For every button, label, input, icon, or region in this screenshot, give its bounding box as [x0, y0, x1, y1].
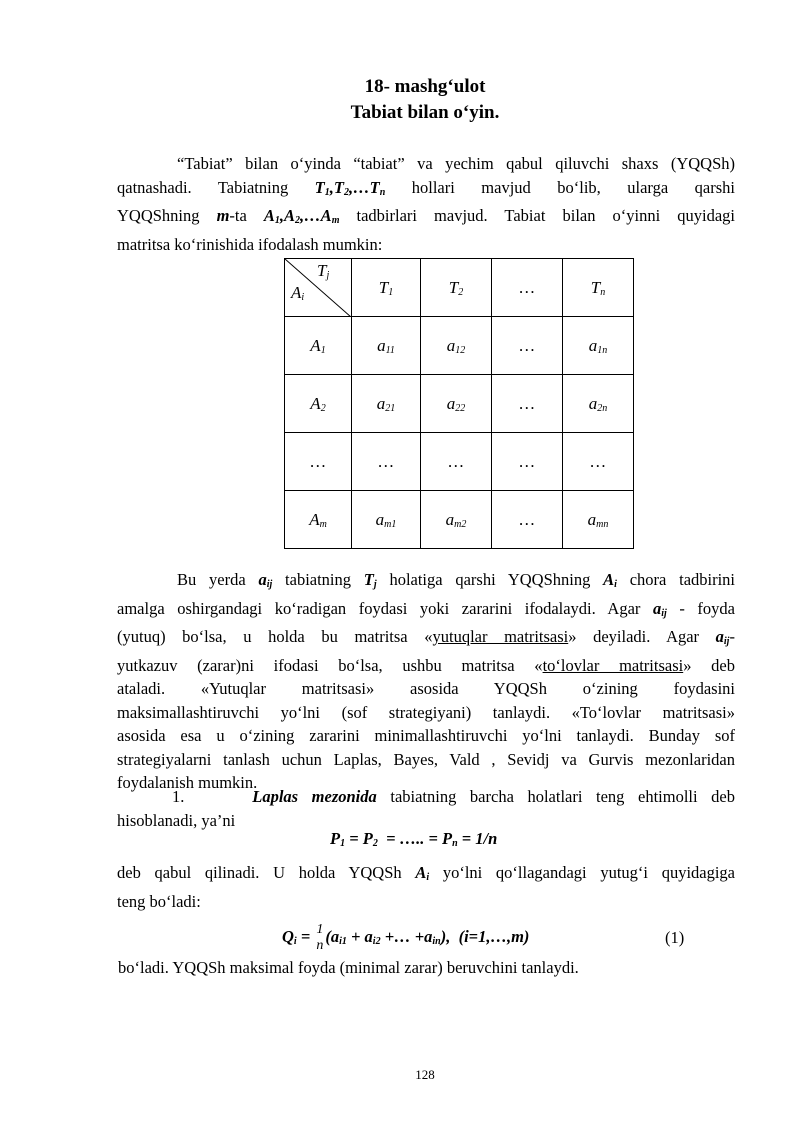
- formula-probabilities: $P_1 = P_2$ = ….. = $P_n = 1/n$: [330, 829, 498, 849]
- fraction-1-over-n: 1 n: [316, 922, 324, 953]
- explain-line-1: Bu yerda $a_{ij}$ tabiatning $T_j$ holatiga qarshi YQQShning $A_i$ chora tadbirini: [177, 570, 736, 590]
- header-dots: …: [492, 259, 563, 317]
- equation-number: (1): [665, 928, 685, 947]
- formula-laplas: $Q_i = 1$ n ($a_{i1} + a_{i2}$ +… $+a_{in}$), (i=1,…,m): [282, 922, 530, 953]
- explain-line-5: ataladi. «Yutuqlar matritsasi» asosida YQQSh o‘zining foydasini: [117, 679, 735, 698]
- laplas-line-3: deb qabul qilinadi. U holda YQQSh $A_i$ yo‘lni qo‘llagandagi yutug‘i quyidagiga: [117, 863, 736, 883]
- intro-line-1: “Tabiat” bilan o‘yinda “tabiat” va yechim qabul qiluvchi shaxs (YQQSh): [177, 154, 735, 173]
- page-number: 128: [415, 1067, 435, 1082]
- corner-ai: $A_i$: [291, 283, 305, 303]
- corner-cell: [285, 259, 352, 317]
- cell-dots: …: [492, 433, 563, 491]
- explain-line-6: maksimallashtiruvchi yo‘lni (sof strategiyani) tanlaydi. «To‘lovlar matritsasi»: [117, 702, 735, 722]
- intro-line-2: qatnashadi. Tabiatning $T_1,T_2,\dots T_n$ hollari mavjud bo‘lib, ularga qarshi: [117, 177, 735, 198]
- cell-a12: $a_{12}$: [421, 317, 492, 375]
- explain-line-8: strategiyalarni tanlash uchun Laplas, Bayes, Vald , Sevidj va Gurvis mezonlaridan: [117, 749, 735, 769]
- cell-dots: …: [492, 375, 563, 433]
- laplas-line-4: teng bo‘ladi:: [117, 891, 201, 911]
- laplas-continuation: [117, 861, 735, 913]
- header-tn: $T_n$: [563, 259, 634, 317]
- laplas-line-5: bo‘ladi. YQQSh maksimal foyda (minimal zarar) beruvchini tanlaydi.: [118, 958, 579, 977]
- intro-line-3: YQQShning m-ta $A_1,A_2,\dots A_m$ tadbirlari mavjud. Tabiat bilan o‘yinni quyidagi: [117, 206, 736, 226]
- intro-paragraph: [117, 152, 735, 256]
- cell-dots: …: [421, 433, 492, 491]
- cell-dots: …: [285, 433, 352, 491]
- header-t1: $T_1$: [352, 259, 421, 317]
- cell-dots: …: [492, 317, 563, 375]
- row-a2: $A_2$: [285, 375, 352, 433]
- corner-tj: $T_j$: [317, 261, 330, 281]
- cell-amn: $a_{mn}$: [563, 491, 634, 549]
- explain-line-2: amalga oshirgandagi ko‘radigan foydasi yoki zararini ifodalaydi. Agar $a_{ij}$ - foyda: [117, 598, 735, 619]
- cell-a11: $a_{11}$: [352, 317, 421, 375]
- explain-line-9: foydalanish mumkin.: [117, 773, 258, 792]
- cell-am2: $a_{m2}$: [421, 491, 492, 549]
- explain-line-3: (yutuq) bo‘lsa, u holda bu matritsa «yutuqlar matritsasi» deyiladi. Agar $a_{ij}-$: [117, 627, 735, 647]
- explain-line-4: yutkazuv (zarar)ni ifodasi bo‘lsa, ushbu matritsa «to‘lovlar matritsasi» deb: [117, 655, 735, 675]
- intro-line-4: matritsa ko‘rinishida ifodalash mumkin:: [117, 234, 383, 254]
- cell-a2n: $a_{2n}$: [563, 375, 634, 433]
- laplas-line-2: hisoblanadi, ya’ni: [117, 810, 236, 830]
- title-line-2: Tabiat bilan o‘yin.: [350, 102, 500, 123]
- cell-dots: …: [563, 433, 634, 491]
- laplas-paragraph: [117, 785, 735, 832]
- cell-dots: …: [352, 433, 421, 491]
- cell-am1: $a_{m1}$: [352, 491, 421, 549]
- title-line-1: 18- mashg‘ulot: [364, 76, 486, 97]
- cell-a22: $a_{22}$: [421, 375, 492, 433]
- laplas-line-1: 1. Laplas mezonida tabiatning barcha holatlari teng ehtimolli deb: [172, 787, 735, 806]
- row-am: $A_m$: [285, 491, 352, 549]
- explain-line-7: asosida esa u o‘zining zararini minimallashtiruvchi yo‘lni tanlaydi. Bunday sof: [117, 726, 735, 745]
- header-t2: $T_2$: [421, 259, 492, 317]
- row-a1: $A_1$: [285, 317, 352, 375]
- payoff-matrix-table: [284, 258, 634, 549]
- cell-a21: $a_{21}$: [352, 375, 421, 433]
- cell-dots: …: [492, 491, 563, 549]
- cell-a1n: $a_{1n}$: [563, 317, 634, 375]
- explanation-paragraph: [117, 568, 735, 795]
